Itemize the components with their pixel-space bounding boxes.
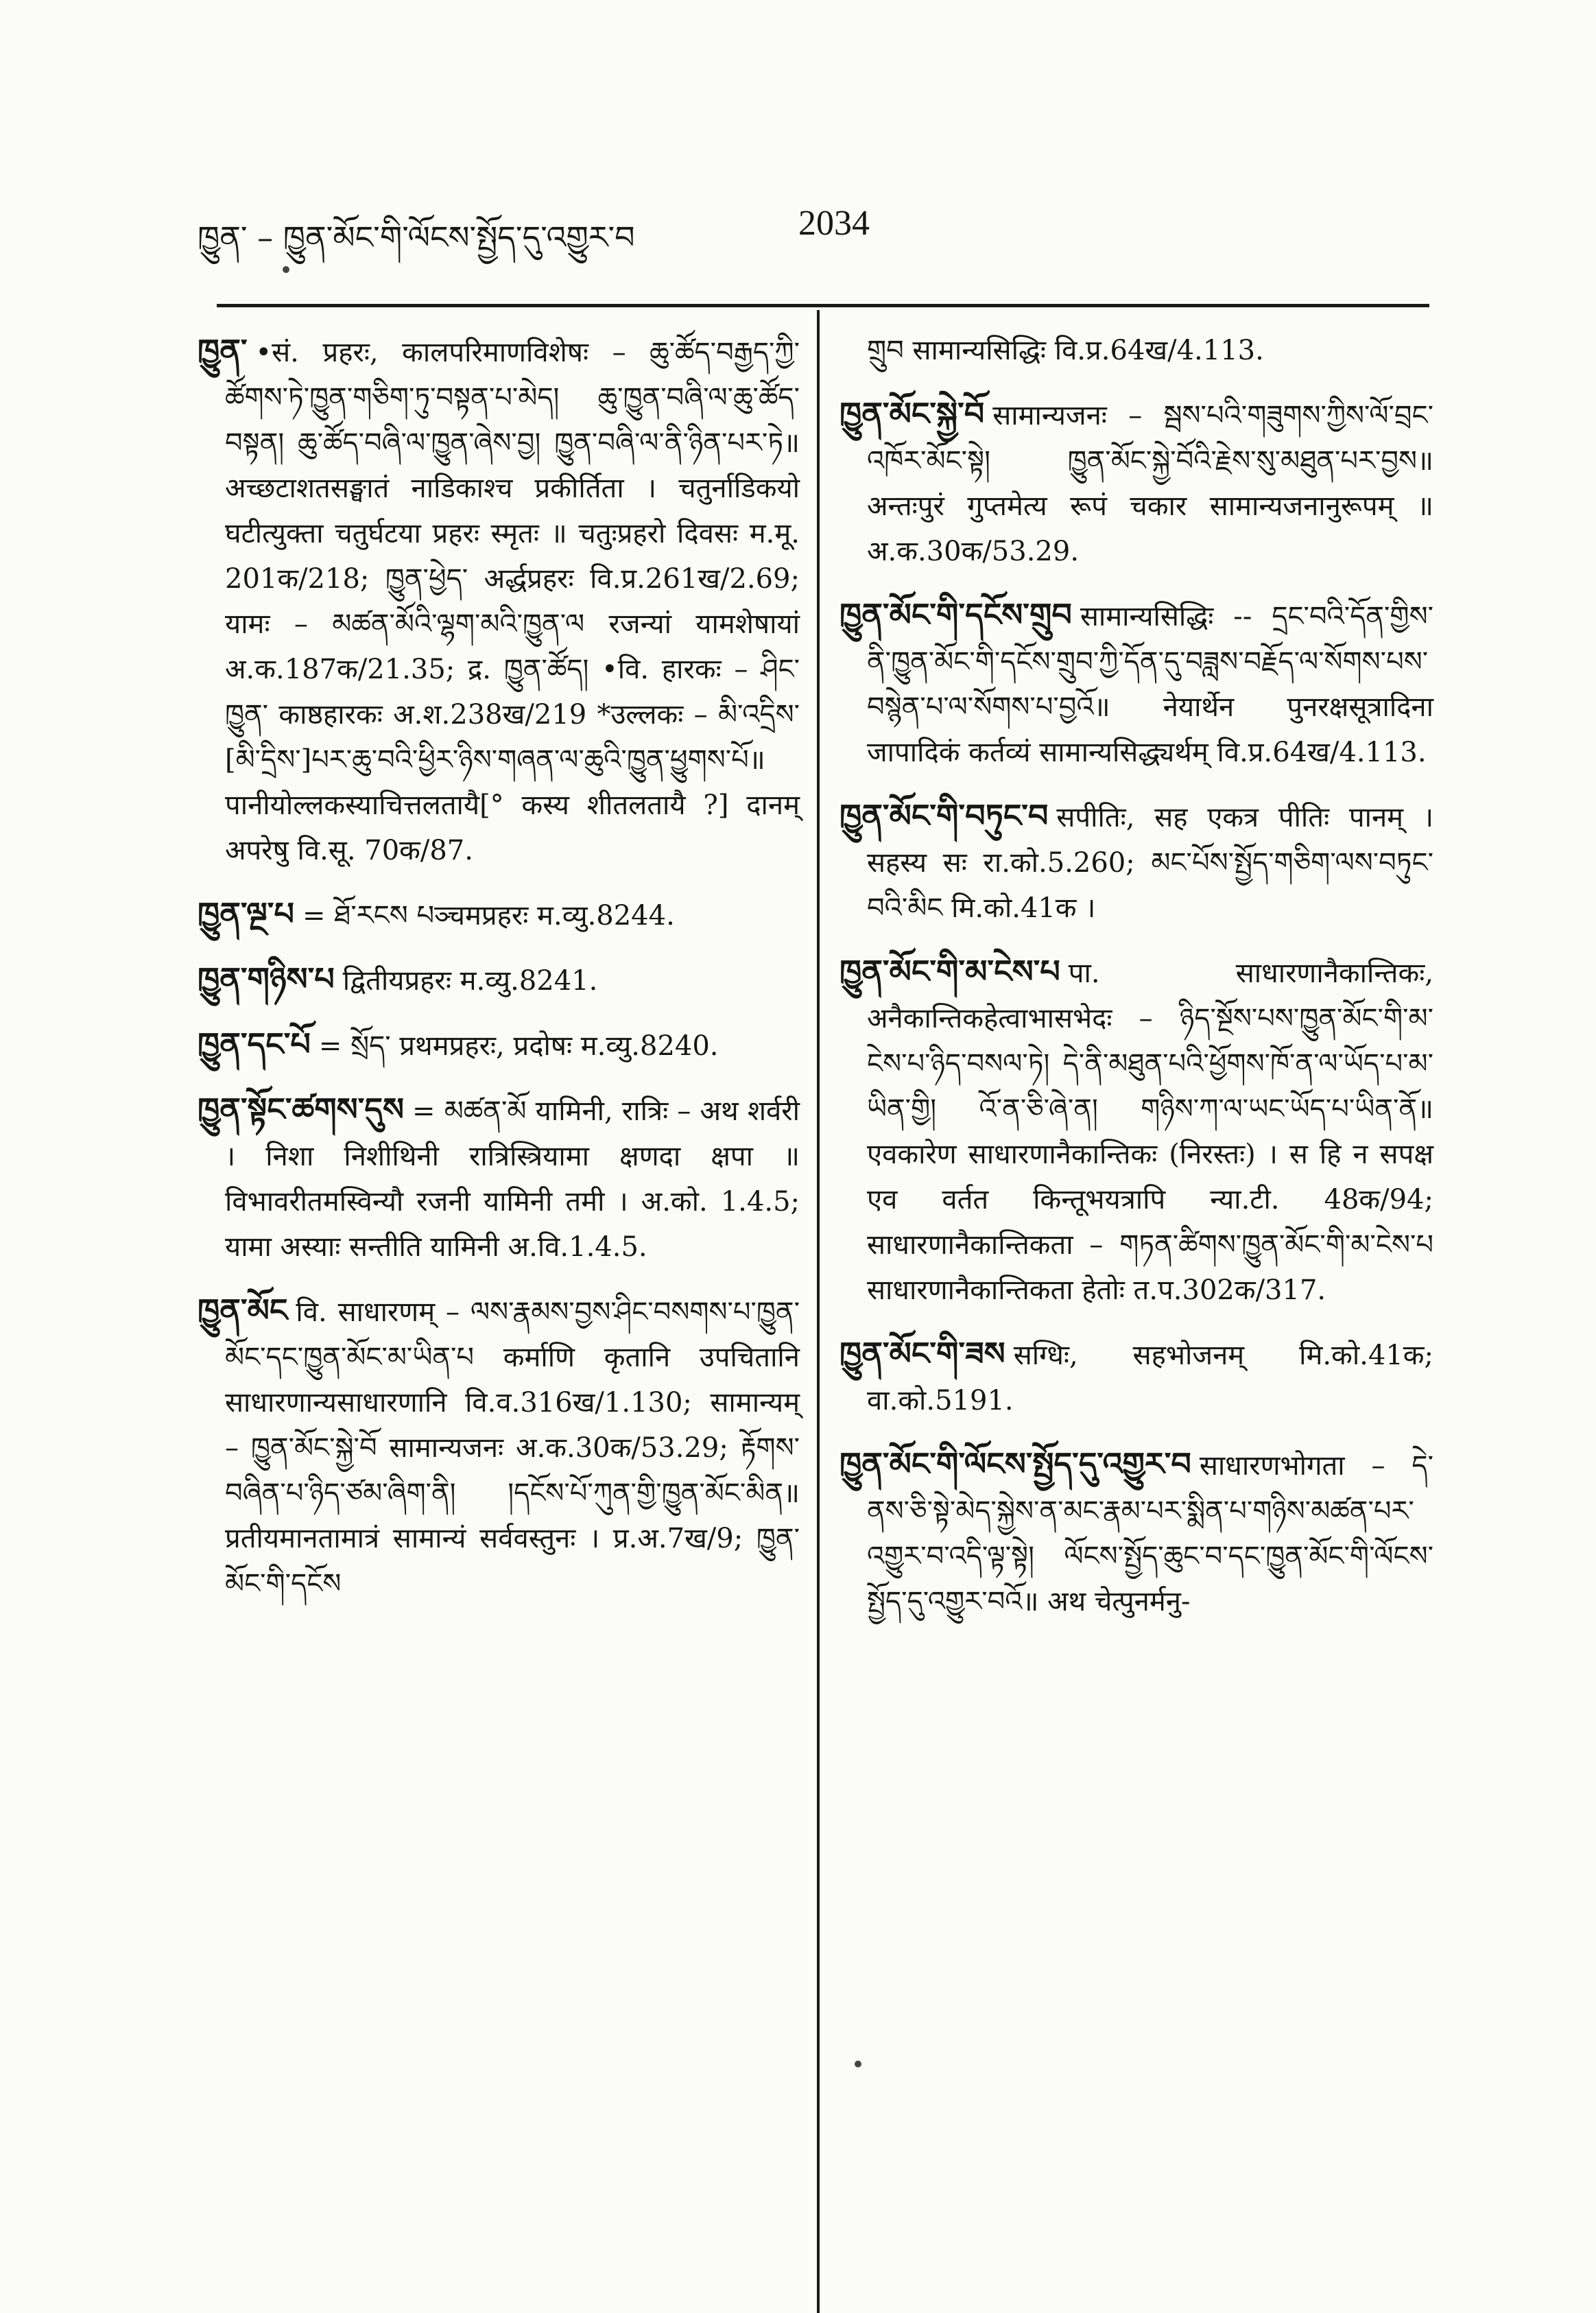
entry-definition: •सं. प्रहरः, कालपरिमाणविशेषः – ཆུ་ཚོད་བརྒྱད་ཀྱི་ཚོགས་ཏེ་ཁྱུན་གཅིག་ཏུ་བསྟན་པ་མེད། ཆུ་ཁྱུན་བཞི་ལ་ཆུ་ཚོད་བསྟན། ཆུ་ཚོད་བཞི་ལ་ཁྱུན་ཞེས་བྱ། ཁྱུན་བཞི་ལ་ནི་ཉིན་པར་ཏེ॥ अच्छटाशतसङ्घातं नाडिकाश्च प्रकीर्तिता । चतुर्नाडिकयो घटीत्युक्ता चतुर्घटया प्रहरः स्मृतः ॥ चतुःप्रहरो दिवसः म.मू. 201क/218; ཁྱུན་ཕྱེད་ अर्द्धप्रहरः वि.प्र.261ख/2.69; यामः – མཚན་མོའི་ལྷག་མའི་ཁྱུན་ལ रजन्यां यामशेषायां अ.क.187क/21.35; द्र. ཁྱུན་ཚོད། •वि. हारकः – ཤིང་ཁྱུན་ काष्ठहारकः अ.श.238ख/219 *उल्लकः – མི་འདྲིས་[མི་དྲིས་]པར་ཆུ་བའི་ཕྱིར་ཉིས་གཞན་ལ་ཆུའི་ཁྱུན་ཕྱུགས་པོ॥ पानीयोल्लकस्याचित्तलतायै[° कस्य शीतलतायै ?] दानम् अपरेषु वि.सू. 70क/87. xyxy=(225,337,800,866)
entry-headword: ཁྱུན་དང་པོ xyxy=(198,1025,311,1063)
entry-definition: साधारणभोगता – དེ་ནས་ཅི་སྟེ་མེད་སྐྱེས་ན་མང་རྣམ་པར་སྨིན་པ་གཉིས་མཚན་པར་འགྱུར་བ་འདི་ལྟ་སྟེ། ལོངས་སྤྱོད་ཆུང་བ་དང་ཁྱུན་མོང་གི་ལོངས་སྤྱོད་དུ་འགྱུར་བའོ॥ अथ चेत्पुनर्मनु- xyxy=(867,1450,1433,1617)
dictionary-entry xyxy=(198,1021,800,1069)
dictionary-entry xyxy=(198,328,800,873)
dictionary-entry xyxy=(839,949,1433,1313)
entry-headword: ཁྱུན་གཉིས་པ xyxy=(198,960,335,997)
dictionary-entry xyxy=(839,1331,1433,1423)
entry-definition: द्वितीयप्रहरः म.व्यु.8241. xyxy=(342,965,598,997)
entry-headword: ཁྱུན་སྟོང་ཚགས་དུས xyxy=(198,1091,405,1128)
dictionary-entry xyxy=(839,1441,1433,1624)
header-rule xyxy=(217,304,1429,307)
column-divider xyxy=(817,310,820,2313)
dictionary-entry xyxy=(198,1288,800,1606)
dictionary-entry xyxy=(839,793,1433,931)
entry-headword: ཁྱུན་མོང xyxy=(198,1292,288,1329)
left-column xyxy=(198,328,800,1624)
scan-speck xyxy=(283,266,289,273)
entry-definition: सामान्यसिद्धिः -- དྲང་བའི་དོན་གྱིས་ནི་ཁྱུན་མོང་གི་དངོས་གྲུབ་ཀྱི་དོན་དུ་བཟླས་བརྗོད་ལ་སོགས་པས་བསྙེན་པ་ལ་སོགས་པ་བྱའོ॥ नेयार्थेन पुनरक्षसूत्रादिना जापादिकं कर्तव्यं सामान्यसिद्ध्यर्थम् वि.प्र.64ख/4.113. xyxy=(867,601,1433,768)
dictionary-entry xyxy=(839,592,1433,775)
right-column xyxy=(839,328,1433,1642)
entry-headword: ཁྱུན་མོང་གི་ལོངས་སྤྱོད་དུ་འགྱུར་བ xyxy=(839,1445,1191,1482)
entry-headword: ཁྱུན་མོང་གི་དངོས་གྲུབ xyxy=(839,596,1072,633)
entry-definition: सामान्यजनः – སྦས་པའི་གཟུགས་ཀྱིས་ལོ་བྲང་འཁོར་མོང་སྟེ། ཁྱུན་མོང་སྐྱེ་བོའི་རྗེས་སུ་མཐུན་པར་བྱས॥ अन्तःपुरं गुप्तमेत्य रूपं चकार सामान्यजनानुरूपम् ॥ अ.क.30क/53.29. xyxy=(867,400,1433,567)
entry-definition: वि. साधारणम् – ལས་རྣམས་བྱས་ཤིང་བསགས་པ་ཁྱུན་མོང་དང་ཁྱུན་མོང་མ་ཡིན་པ कर्माणि कृतानि उपचितानि साधारणान्यसाधारणानि वि.व.316ख/1.130; सामान्यम् – ཁྱུན་མོང་སྐྱེ་བོ सामान्यजनः अ.क.30क/53.29; རྟོགས་བཞིན་པ་ཉིད་ཙམ་ཞིག་ནི། །དངོས་པོ་ཀུན་གྱི་ཁྱུན་མོང་མིན॥ प्रतीयमानतामात्रं सामान्यं सर्ववस्तुनः । प्र.अ.7ख/9; ཁྱུན་མོང་གི་དངོས xyxy=(225,1296,800,1600)
entry-headword: ཁྱུན་མོང་གི་ཟས xyxy=(839,1335,1005,1372)
scan-speck xyxy=(855,2061,861,2067)
dictionary-entry xyxy=(839,328,1433,373)
entry-headword: ཁྱུན་ལྔ་པ xyxy=(198,895,294,932)
dictionary-entry xyxy=(198,891,800,938)
entry-headword: ཁྱུན་མོང་གི་བཏུང་བ xyxy=(839,797,1049,834)
entry-definition: = མཚན་མོ यामिनी, रात्रिः – अथ शर्वरी । निशा निशीथिनी रात्रिस्त्रियामा क्षणदा क्षपा ॥ विभावरीतमस्विन्यौ रजनी यामिनी तमी । अ.को. 1.4.5; यामा अस्याः सन्तीति यामिनी अ.वि.1.4.5. xyxy=(225,1095,800,1263)
dictionary-entry xyxy=(198,1087,800,1270)
page-number: 2034 xyxy=(798,204,870,243)
dictionary-entry xyxy=(839,391,1433,574)
entry-definition: = སྲོད་ प्रथमप्रहरः, प्रदोषः म.व्यु.8240. xyxy=(318,1030,719,1062)
entry-definition: सपीतिः, सह एकत्र पीतिः पानम् । सहस्य सः रा.को.5.260; མང་པོས་སྤྱོད་གཅིག་ལས་བཏུང་བའི་མིང मि.को.41क । xyxy=(867,802,1433,924)
entry-definition: = ཐོ་རངས པञ्चमप्रहरः म.व्यु.8244. xyxy=(302,900,675,932)
header-headword-range: ཁྱུན་ – ཁྱུན་མོང་གི་ལོངས་སྤྱོད་དུ་འགྱུར་བ xyxy=(198,219,635,256)
entry-definition: सग्धिः, सहभोजनम् मि.को.41क; वा.को.5191. xyxy=(867,1340,1433,1416)
dictionary-entry xyxy=(198,956,800,1004)
running-header xyxy=(198,203,1432,265)
entry-headword: ཁྱུན་མོང་སྐྱེ་བོ xyxy=(839,395,985,432)
entry-headword: ཁྱུན་མོང་གི་མ་ངེས་པ xyxy=(839,953,1060,990)
entry-definition: གྲུབ सामान्यसिद्धिः वि.प्र.64ख/4.113. xyxy=(867,335,1264,366)
entry-definition: पा. साधारणानैकान्तिकः, अनैकान्तिकहेत्वाभासभेदः – ཉིད་སྔོས་པས་ཁྱུན་མོང་གི་མ་ངེས་པ་ཉིད་བསལ་ཏེ། དེ་ནི་མཐུན་པའི་ཕྱོགས་ཁོ་ན་ལ་ཡོད་པ་མ་ཡིན་གྱི། འོ་ན་ཅི་ཞེ་ན། གཉིས་ཀ་ལ་ཡང་ཡོད་པ་ཡིན་ནོ॥ एवकारेण साधारणानैकान्तिकः (निरस्तः) । स हि न सपक्ष एव वर्तत किन्तूभयत्रापि न्या.टी. 48क/94; साधारणानैकान्तिकता – གཏན་ཚིགས་ཁྱུན་མོང་གི་མ་ངེས་པ साधारणानैकान्तिकता हेतोः त.प.302क/317. xyxy=(867,958,1433,1306)
entry-headword: ཁྱུན་ xyxy=(198,332,248,369)
